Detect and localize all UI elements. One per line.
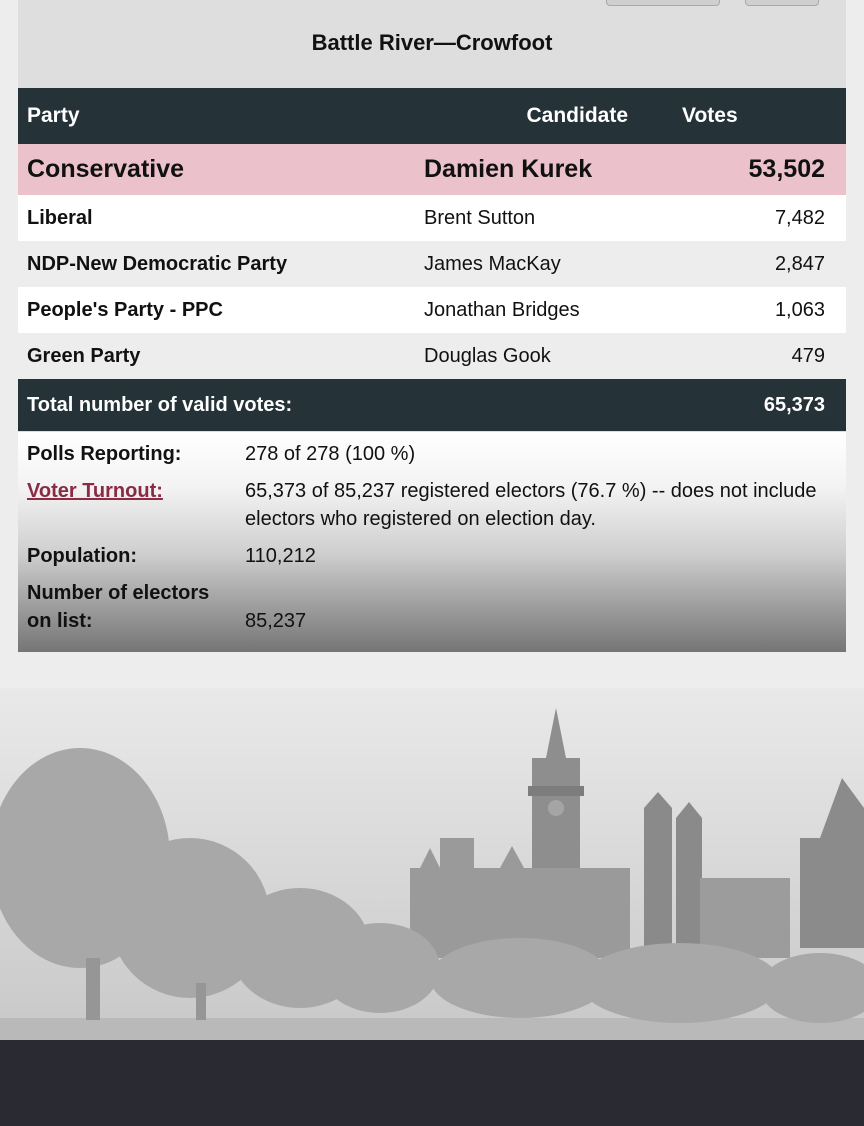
parliament-illustration xyxy=(0,688,864,1040)
table-row xyxy=(18,241,846,287)
votes-cell: 2,847 xyxy=(682,241,846,287)
party-cell: Green Party xyxy=(18,333,424,379)
electors-label: Number of electors on list: xyxy=(27,582,210,632)
table-row-winner xyxy=(18,144,846,195)
header-party: Party xyxy=(18,88,424,144)
votes-cell: 7,482 xyxy=(682,195,846,241)
total-row xyxy=(18,379,846,431)
table-header-row xyxy=(18,88,846,144)
table-row xyxy=(18,287,846,333)
riding-details xyxy=(18,432,846,652)
header-votes: Votes xyxy=(682,88,846,144)
candidate-cell: James MacKay xyxy=(424,241,682,287)
page-footer xyxy=(0,1040,864,1126)
table-row xyxy=(18,333,846,379)
top-button-left[interactable] xyxy=(606,0,720,6)
voter-turnout-link[interactable]: Voter Turnout: xyxy=(27,480,163,502)
candidate-cell: Damien Kurek xyxy=(424,144,682,195)
results-table xyxy=(18,88,846,431)
peace-tower xyxy=(528,708,584,878)
voter-turnout-value: 65,373 of 85,237 registered electors (76.7 %) -- does not include electors who registered on election day. xyxy=(245,480,817,530)
votes-cell: 53,502 xyxy=(682,144,846,195)
polls-reporting-value: 278 of 278 (100 %) xyxy=(245,443,416,465)
total-label: Total number of valid votes: xyxy=(18,379,682,431)
population-label: Population: xyxy=(27,545,137,567)
party-cell: People's Party - PPC xyxy=(18,287,424,333)
party-cell: NDP-New Democratic Party xyxy=(18,241,424,287)
party-cell: Conservative xyxy=(18,144,424,195)
top-button-right[interactable] xyxy=(745,0,819,6)
total-value: 65,373 xyxy=(682,379,846,431)
results-card xyxy=(18,0,846,652)
party-cell: Liberal xyxy=(18,195,424,241)
candidate-cell: Douglas Gook xyxy=(424,333,682,379)
ground xyxy=(0,1018,864,1040)
candidate-cell: Jonathan Bridges xyxy=(424,287,682,333)
electors-value: 85,237 xyxy=(245,610,307,632)
library-of-parliament xyxy=(800,778,864,948)
population-value: 110,212 xyxy=(245,545,316,567)
header-candidate: Candidate xyxy=(424,88,682,144)
votes-cell: 1,063 xyxy=(682,287,846,333)
polls-reporting-label: Polls Reporting: xyxy=(27,443,182,465)
table-row xyxy=(18,195,846,241)
votes-cell: 479 xyxy=(682,333,846,379)
candidate-cell: Brent Sutton xyxy=(424,195,682,241)
parliament-hill-image xyxy=(0,688,864,1040)
east-block xyxy=(644,792,790,958)
riding-title: Battle River—Crowfoot xyxy=(311,30,553,55)
